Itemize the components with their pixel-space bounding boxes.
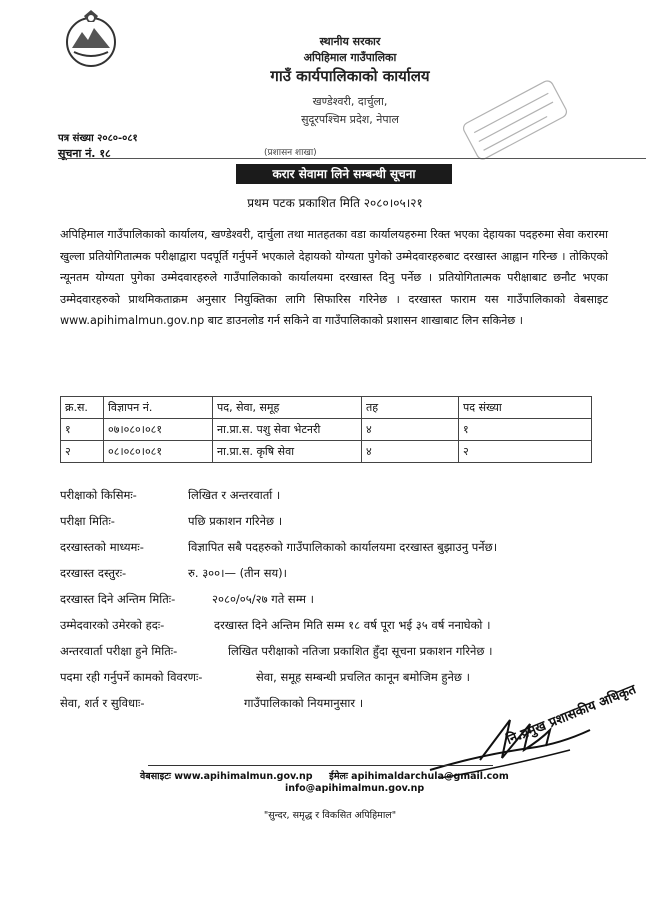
table-cell: ०७।०८०।०८१ <box>104 419 213 441</box>
col-level: तह <box>362 397 459 419</box>
letter-reference-number: पत्र संख्या २०८०-०८१ <box>58 133 138 144</box>
detail-exam-type <box>60 488 281 503</box>
footer-website[interactable]: वेबसाइटः www.apihimalmun.gov.np <box>140 771 313 782</box>
detail-value: सेवा, समूह सम्बन्धी प्रचलित कानून बमोजिम हुनेछ । <box>256 670 470 684</box>
footer-divider <box>148 765 493 766</box>
detail-service-terms <box>60 696 364 711</box>
header-office-title: गाउँ कार्यपालिकाको कार्यालय <box>270 67 430 85</box>
detail-label: पदमा रही गर्नुपर्ने कामको विवरणः- <box>60 670 203 684</box>
col-serial: क्र.स. <box>61 397 104 419</box>
table-cell: १ <box>61 419 104 441</box>
detail-value: पछि प्रकाशन गरिनेछ । <box>188 514 283 528</box>
notice-body-paragraph: अपिहिमाल गाउँपालिकाको कार्यालय, खण्डेश्वरी, दार्चुला तथा मातहतका वडा कार्यालयहरुमा रिक्त भएका देहायका पदहरुमा सेवा करारमा खुल्ला प्रतियोगितात्मक परीक्षाद्वारा पदपूर्ति गर्नुपर्ने भएकाले देहायको योग्यता पुगेको उम्मेदवारहरुबाट दरखास्त आह्वान गरिन्छ । तोकिएको न्यूनतम योग्यता पुगेका उम्मेदवारहरुले गाउँपालिकाको कार्यालयमा दरखास्त दिनु पर्नेछ । प्रतियोगितात्मक परीक्षाबाट छनौट भएका उम्मेदवारहरुको प्राथमिकताक्रम अनुसार नियुक्तिका लागि सिफारिस गरिनेछ । दरखास्त फाराम यस गाउँपालिकाको वेबसाइट www.apihimalmun.gov.np बाट डाउनलोड गर्न सकिने वा गाउँपालिकाको प्रशासन शाखाबाट लिन सकिनेछ । <box>60 228 608 327</box>
signatory-designation: नि.प्रमुख प्रशासकीय अधिकृत <box>504 682 639 748</box>
detail-value: दरखास्त दिने अन्तिम मिति सम्म १८ वर्ष पूरा भई ३५ वर्ष ननाघेको । <box>214 618 491 632</box>
detail-value: रु. ३००।— (तीन सय)। <box>188 566 287 580</box>
office-stamp-icon <box>445 72 585 168</box>
table-cell: २ <box>61 441 104 463</box>
table-cell: ४ <box>362 419 459 441</box>
detail-deadline <box>60 592 315 607</box>
detail-value: लिखित र अन्तरवार्ता । <box>188 488 281 502</box>
header-divider <box>58 158 646 159</box>
detail-value: गाउँपालिकाको नियमानुसार । <box>244 696 364 710</box>
footer-contact <box>140 769 509 782</box>
detail-label: परीक्षा मितिः- <box>60 514 115 528</box>
detail-label: दरखास्त दस्तुरः- <box>60 566 127 580</box>
detail-label: दरखास्त दिने अन्तिम मितिः- <box>60 592 176 606</box>
col-advert-no: विज्ञापन नं. <box>104 397 213 419</box>
detail-application-medium <box>60 540 498 555</box>
detail-label: उम्मेदवारको उमेरको हदः- <box>60 618 165 632</box>
table-cell: ०८।०८०।०८१ <box>104 441 213 463</box>
footer-email[interactable]: ईमेलः apihimaldarchula@gmail.com <box>329 771 509 782</box>
table-cell: ना.प्रा.स. कृषि सेवा <box>213 441 362 463</box>
col-post-service-group: पद, सेवा, समूह <box>213 397 362 419</box>
table-row <box>61 419 592 441</box>
first-published-date: प्रथम पटक प्रकाशित मिति २०८०।०५।२१ <box>247 196 423 210</box>
detail-interview-date <box>60 644 493 659</box>
table-header-row <box>61 397 592 419</box>
header-province-line: सुदूरपश्चिम प्रदेश, नेपाल <box>301 113 399 126</box>
header-municipality-name: अपिहिमाल गाउँपालिका <box>303 51 397 64</box>
table-cell: २ <box>459 441 592 463</box>
detail-application-fee <box>60 566 287 581</box>
detail-age-limit <box>60 618 491 633</box>
header-local-government: स्थानीय सरकार <box>319 35 381 48</box>
detail-value: लिखित परीक्षाको नतिजा प्रकाशित हुँदा सूचना प्रकाशन गरिनेछ । <box>228 644 493 658</box>
notice-title-banner: करार सेवामा लिने सम्बन्धी सूचना <box>236 164 452 184</box>
vacancy-table <box>60 396 592 463</box>
header-address-line: खण्डेश्वरी, दार्चुला, <box>312 95 388 108</box>
nepal-emblem-icon <box>60 8 122 70</box>
table-row <box>61 441 592 463</box>
table-cell: १ <box>459 419 592 441</box>
notice-number: सूचना नं. १८ <box>58 147 111 160</box>
footer-info-email[interactable]: info@apihimalmun.gov.np <box>285 783 425 794</box>
detail-exam-date <box>60 514 283 529</box>
detail-label: सेवा, शर्त र सुविधाः- <box>60 696 145 710</box>
detail-job-description <box>60 670 470 685</box>
detail-label: परीक्षाको किसिमः- <box>60 488 137 502</box>
detail-value: विज्ञापित सबै पदहरुको गाउँपालिकाको कार्यालयमा दरखास्त बुझाउनु पर्नेछ। <box>188 540 498 554</box>
table-cell: ४ <box>362 441 459 463</box>
detail-value: २०८०/०५/२७ गते सम्म । <box>212 592 315 606</box>
col-post-count: पद संख्या <box>459 397 592 419</box>
detail-label: दरखास्तको माध्यमः- <box>60 540 144 554</box>
footer-motto: "सुन्दर, समृद्ध र विकसित अपिहिमाल" <box>263 810 397 821</box>
section-name: (प्रशासन शाखा) <box>264 148 317 158</box>
table-cell: ना.प्रा.स. पशु सेवा भेटनरी <box>213 419 362 441</box>
detail-label: अन्तरवार्ता परीक्षा हुने मितिः- <box>60 644 178 658</box>
